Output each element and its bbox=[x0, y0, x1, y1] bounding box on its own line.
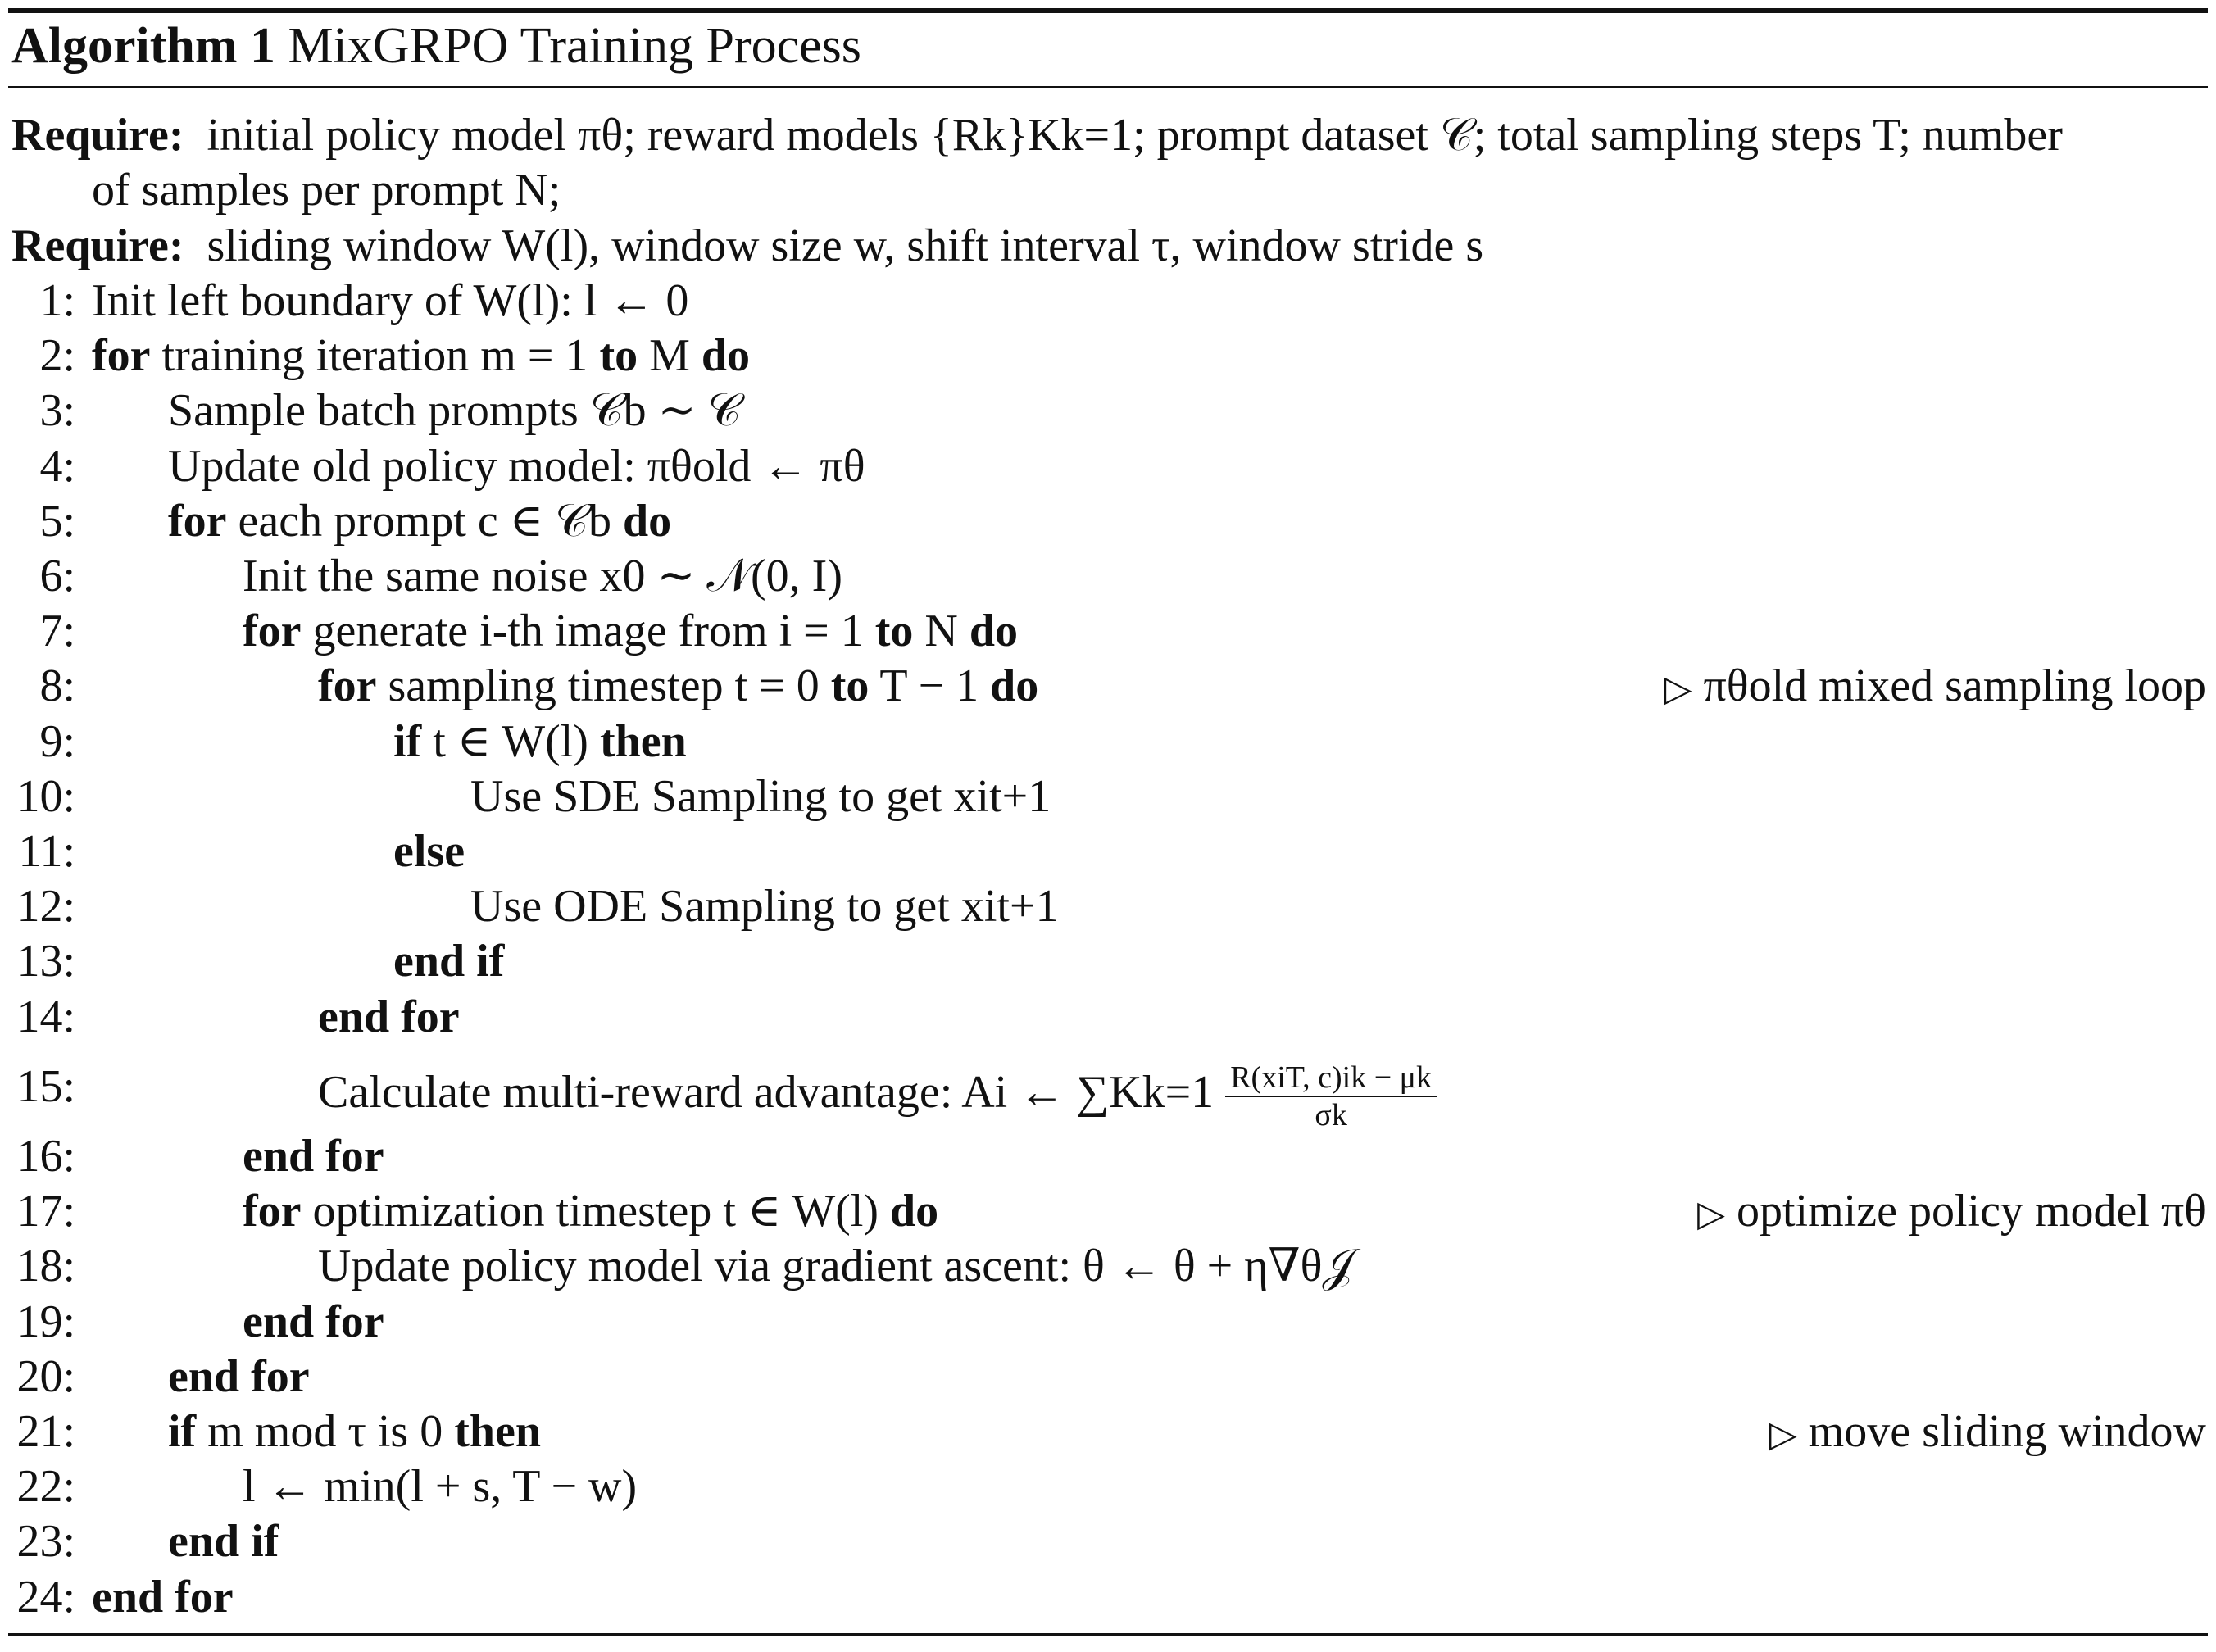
line-code bbox=[470, 769, 1051, 824]
algorithm-line bbox=[0, 1514, 2216, 1569]
line-code bbox=[243, 1129, 384, 1184]
keyword: for bbox=[92, 330, 151, 382]
algorithm-line bbox=[0, 494, 2216, 549]
comment-triangle-icon: ▷ bbox=[1697, 1194, 1725, 1235]
statement-text: sampling timestep t = 0 bbox=[388, 660, 820, 712]
keyword: else bbox=[393, 826, 465, 877]
keyword: end for bbox=[243, 1296, 384, 1347]
line-code bbox=[168, 1350, 310, 1405]
algorithm-line bbox=[0, 715, 2216, 769]
statement-text: Use ODE Sampling to get xit+1 bbox=[470, 881, 1059, 933]
line-code bbox=[168, 1514, 279, 1569]
line-number: 7: bbox=[39, 606, 75, 657]
keyword: do bbox=[990, 660, 1039, 712]
algorithm-line bbox=[0, 824, 2216, 879]
keyword: then bbox=[454, 1406, 541, 1457]
line-code bbox=[393, 934, 504, 989]
keyword: end for bbox=[318, 991, 460, 1042]
line-number: 5: bbox=[39, 495, 75, 547]
line-number: 18: bbox=[16, 1241, 75, 1292]
line-code bbox=[243, 604, 1018, 659]
keyword: end for bbox=[243, 1131, 384, 1182]
line-code bbox=[243, 549, 842, 604]
keyword: for bbox=[243, 1186, 302, 1237]
algorithm-line bbox=[0, 879, 2216, 934]
line-number: 11: bbox=[18, 826, 75, 877]
line-number: 21: bbox=[16, 1406, 75, 1457]
algorithm-line bbox=[0, 384, 2216, 438]
line-code bbox=[318, 1060, 1437, 1133]
line-code bbox=[470, 879, 1059, 934]
keyword: do bbox=[969, 606, 1018, 657]
require-2-text: sliding window W(l), window size w, shift interval τ, window stride s bbox=[207, 220, 1484, 271]
keyword: for bbox=[318, 660, 377, 712]
line-number: 8: bbox=[39, 660, 75, 712]
line-number: 15: bbox=[16, 1060, 75, 1112]
statement-text: t ∈ W(l) bbox=[433, 715, 588, 767]
algorithm-line bbox=[0, 1459, 2216, 1514]
algorithm-line bbox=[0, 1570, 2216, 1625]
statement-text: Update policy model via gradient ascent: θ ← θ + η∇θ𝒥 bbox=[318, 1241, 1355, 1292]
line-number: 24: bbox=[16, 1571, 75, 1622]
comment-text: optimize policy model πθ bbox=[1737, 1186, 2206, 1237]
statement-text: Calculate multi-reward advantage: Ai ← ∑Kk=1 bbox=[318, 1066, 1215, 1118]
line-number: 6: bbox=[39, 551, 75, 601]
algorithm-line bbox=[0, 1129, 2216, 1184]
line-number: 3: bbox=[39, 385, 75, 437]
algorithm-line bbox=[0, 1239, 2216, 1294]
line-number: 1: bbox=[39, 275, 75, 326]
line-code bbox=[318, 1239, 1354, 1294]
line-number: 13: bbox=[16, 936, 75, 987]
line-code bbox=[168, 384, 741, 438]
algorithm-line bbox=[0, 1184, 2216, 1239]
line-code bbox=[243, 1459, 637, 1514]
line-code bbox=[92, 274, 688, 329]
algorithm-line bbox=[0, 769, 2216, 824]
line-code bbox=[318, 990, 460, 1045]
algorithm-label: Algorithm 1 bbox=[11, 18, 276, 74]
fraction-numerator: R(xiT, c)ik − μk bbox=[1225, 1060, 1437, 1097]
line-code bbox=[92, 329, 750, 384]
keyword: to bbox=[599, 330, 638, 382]
require-label: Require: bbox=[11, 220, 184, 271]
algorithm-line bbox=[0, 1295, 2216, 1350]
line-code bbox=[92, 1570, 234, 1625]
statement-text: Sample batch prompts 𝒞b ∼ 𝒞 bbox=[168, 385, 742, 437]
statement-text: N bbox=[924, 606, 958, 657]
keyword: then bbox=[599, 715, 687, 767]
statement-text: Init left boundary of W(l): l ← 0 bbox=[92, 275, 689, 326]
line-number: 22: bbox=[16, 1461, 75, 1513]
keyword: end if bbox=[168, 1516, 279, 1568]
line-comment bbox=[1697, 1184, 2206, 1241]
keyword: if bbox=[168, 1406, 197, 1457]
line-code bbox=[243, 1184, 938, 1239]
statement-text: training iteration m = 1 bbox=[161, 330, 588, 382]
require-label: Require: bbox=[11, 110, 184, 161]
algorithm-line bbox=[0, 549, 2216, 604]
statement-text: optimization timestep t ∈ W(l) bbox=[312, 1186, 879, 1237]
comment-text: move sliding window bbox=[1808, 1406, 2206, 1457]
line-code bbox=[318, 659, 1038, 714]
line-code bbox=[168, 439, 865, 494]
title-rule bbox=[8, 86, 2208, 88]
line-number: 10: bbox=[16, 770, 75, 822]
statement-text: Use SDE Sampling to get xit+1 bbox=[470, 770, 1051, 822]
statement-text: generate i-th image from i = 1 bbox=[312, 606, 864, 657]
comment-triangle-icon: ▷ bbox=[1664, 669, 1692, 710]
algorithm-line bbox=[0, 990, 2216, 1045]
algorithm-line bbox=[0, 659, 2216, 714]
keyword: do bbox=[622, 495, 672, 547]
require-line-1 bbox=[11, 108, 2063, 163]
line-number: 14: bbox=[16, 991, 75, 1042]
algorithm-line bbox=[0, 439, 2216, 494]
keyword: do bbox=[890, 1186, 939, 1237]
algorithm-line bbox=[0, 1405, 2216, 1459]
statement-text: Init the same noise x0 ∼ 𝒩(0, I) bbox=[243, 551, 842, 601]
require-1-text: initial policy model πθ; reward models {Rk}Kk=1; prompt dataset 𝒞; total sampling steps T; number bbox=[207, 110, 2063, 161]
keyword: end if bbox=[393, 936, 505, 987]
line-number: 4: bbox=[39, 440, 75, 492]
keyword: do bbox=[701, 330, 751, 382]
keyword: to bbox=[830, 660, 870, 712]
line-comment bbox=[1664, 659, 2206, 716]
line-number: 9: bbox=[39, 715, 75, 767]
require-line-1-continued: of samples per prompt N; bbox=[92, 165, 561, 216]
algorithm-line bbox=[0, 604, 2216, 659]
line-number: 23: bbox=[16, 1516, 75, 1568]
statement-text: Update old policy model: πθold ← πθ bbox=[168, 440, 865, 492]
keyword: if bbox=[393, 715, 422, 767]
algorithm-line bbox=[0, 934, 2216, 989]
line-number: 17: bbox=[16, 1186, 75, 1237]
line-number: 2: bbox=[39, 330, 75, 382]
line-code bbox=[393, 824, 465, 879]
bottom-rule bbox=[8, 1633, 2208, 1636]
comment-text: πθold mixed sampling loop bbox=[1703, 660, 2206, 712]
line-code bbox=[393, 715, 687, 769]
statement-text: T − 1 bbox=[879, 660, 979, 712]
line-code bbox=[243, 1295, 384, 1350]
algorithm-name: MixGRPO Training Process bbox=[288, 18, 861, 74]
line-number: 16: bbox=[16, 1131, 75, 1182]
keyword: end for bbox=[92, 1571, 234, 1622]
advantage-fraction bbox=[1225, 1060, 1437, 1133]
line-code bbox=[168, 494, 671, 549]
statement-text: l ← min(l + s, T − w) bbox=[243, 1461, 638, 1513]
line-number: 20: bbox=[16, 1350, 75, 1402]
algorithm-line bbox=[0, 329, 2216, 384]
keyword: end for bbox=[168, 1350, 310, 1402]
line-code bbox=[168, 1405, 541, 1459]
require-line-2 bbox=[11, 219, 1483, 274]
algorithm-line bbox=[0, 1350, 2216, 1405]
statement-text: m mod τ is 0 bbox=[207, 1406, 443, 1457]
keyword: for bbox=[243, 606, 302, 657]
algorithm-line bbox=[0, 274, 2216, 329]
keyword: to bbox=[874, 606, 914, 657]
line-comment bbox=[1769, 1405, 2206, 1462]
keyword: for bbox=[168, 495, 227, 547]
statement-text: each prompt c ∈ 𝒞b bbox=[238, 495, 611, 547]
comment-triangle-icon: ▷ bbox=[1769, 1414, 1797, 1455]
line-number: 12: bbox=[16, 881, 75, 933]
statement-text: M bbox=[649, 330, 690, 382]
fraction-denominator: σk bbox=[1315, 1097, 1347, 1132]
line-number: 19: bbox=[16, 1296, 75, 1347]
algorithm-title bbox=[11, 11, 861, 80]
